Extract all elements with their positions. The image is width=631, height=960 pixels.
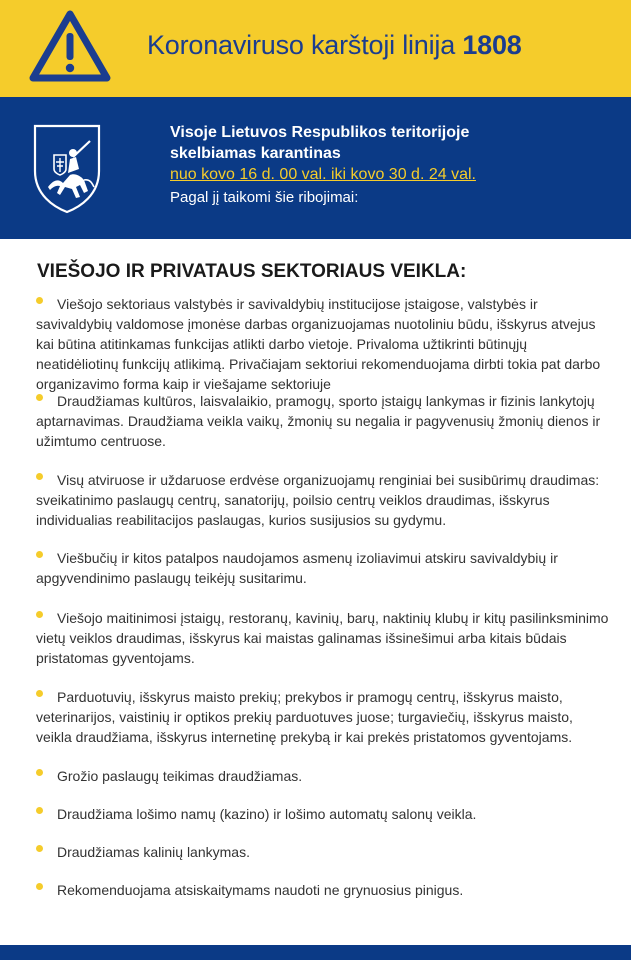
bullet-icon <box>36 297 43 304</box>
list-item-text: Rekomenduojama atsiskaitymams naudoti ne grynuosius pinigus. <box>57 882 464 898</box>
bullet-icon <box>36 769 43 776</box>
list-item <box>36 804 611 842</box>
hotline-title <box>147 30 522 61</box>
list-item-text: Draudžiamas kultūros, laisvalaikio, pramogų, sporto įstaigų lankymas ir fizinis lankytojų aptarnavimas. Draudžiama veikla vaikų, žmonių su negalia ir pagyvenusių žmonių dienos ir užimtumo centruose. <box>36 393 601 449</box>
bullet-icon <box>36 611 43 618</box>
list-item <box>36 687 611 766</box>
notice-subtitle: Pagal jį taikomi šie ribojimai: <box>170 189 359 206</box>
bullet-icon <box>36 845 43 852</box>
hotline-title-text: Koronaviruso karštoji linija <box>147 30 456 60</box>
bullet-icon <box>36 394 43 401</box>
coat-of-arms-icon <box>32 123 102 215</box>
bullet-icon <box>36 883 43 890</box>
list-item <box>36 608 611 687</box>
list-item-text: Visų atviruose ir uždaruose erdvėse organizuojamų renginiai bei susibūrimų draudimas: sveikatinimo paslaugų centrų, sanatorijų, poilsio centrų veiklos draudimas, išskyrus individualias reabilitacijos paslaugas, kurios susijusios su gydymu. <box>36 472 600 528</box>
list-item-text: Draudžiama lošimo namų (kazino) ir lošimo automatų salonų veikla. <box>57 806 477 822</box>
list-item <box>36 391 611 470</box>
list-item-text: Grožio paslaugų teikimas draudžiamas. <box>57 768 303 784</box>
notice-text <box>170 122 476 209</box>
section-heading: VIEŠOJO IR PRIVATAUS SEKTORIAUS VEIKLA: <box>37 261 467 282</box>
bullet-icon <box>36 551 43 558</box>
quarantine-notice <box>0 97 631 239</box>
list-item <box>36 470 611 548</box>
list-item <box>36 548 611 608</box>
notice-line-2: skelbiamas karantinas <box>170 145 341 162</box>
list-item-text: Parduotuvių, išskyrus maisto prekių; prekybos ir pramogų centrų, išskyrus maisto, veterinarijos, vaistinių ir optikos prekių parduotuves juose; turgaviečių, išskyrus maisto, veikla draudžiama, išskyrus internetinę prekybą ir kai prekės pristatomos gyventojams. <box>36 689 573 745</box>
warning-icon <box>27 8 113 84</box>
list-item <box>36 294 611 391</box>
list-item-text: Viešojo maitinimosi įstaigų, restoranų, kavinių, barų, naktinių klubų ir kitų pasilinksminimo vietų veiklos draudimas, išskyrus kai maistas galinamas išsinešimui arba kitais būdais pristatomas gyventojams. <box>36 610 609 666</box>
bullet-icon <box>36 807 43 814</box>
bullet-icon <box>36 690 43 697</box>
bullet-icon <box>36 473 43 480</box>
hotline-number: 1808 <box>462 30 522 60</box>
quarantine-dates: nuo kovo 16 d. 00 val. iki kovo 30 d. 24 val. <box>170 166 476 183</box>
list-item-text: Draudžiamas kalinių lankymas. <box>57 844 250 860</box>
list-item-text: Viešbučių ir kitos patalpos naudojamos asmenų izoliavimui atskiru savivaldybių ir apgyvendinimo paslaugų teikėjų susitarimu. <box>36 550 558 586</box>
notice-line-1: Visoje Lietuvos Respublikos teritorijoje <box>170 124 470 141</box>
list-item <box>36 880 611 902</box>
list-item <box>36 842 611 880</box>
list-item-text: Viešojo sektoriaus valstybės ir savivaldybių institucijose įstaigose, valstybės ir savivaldybių valdomose įmonėse darbas organizuojamas nuotoliniu būdu, išskyrus atvejus kai būtina atitinkamas funkcijas atlikti darbo vietoje. Privaloma užtikrinti būtinųjų neatidėliotinų funkcijų atlikimą. Privačiajam sektoriui rekomenduojama dirbti tokia pat darbo organizavimo forma kaip ir viešajame sektoriuje <box>36 296 601 392</box>
list-item <box>36 766 611 804</box>
hotline-banner <box>0 0 631 97</box>
footer-bar <box>0 945 631 960</box>
restrictions-list <box>36 294 611 902</box>
